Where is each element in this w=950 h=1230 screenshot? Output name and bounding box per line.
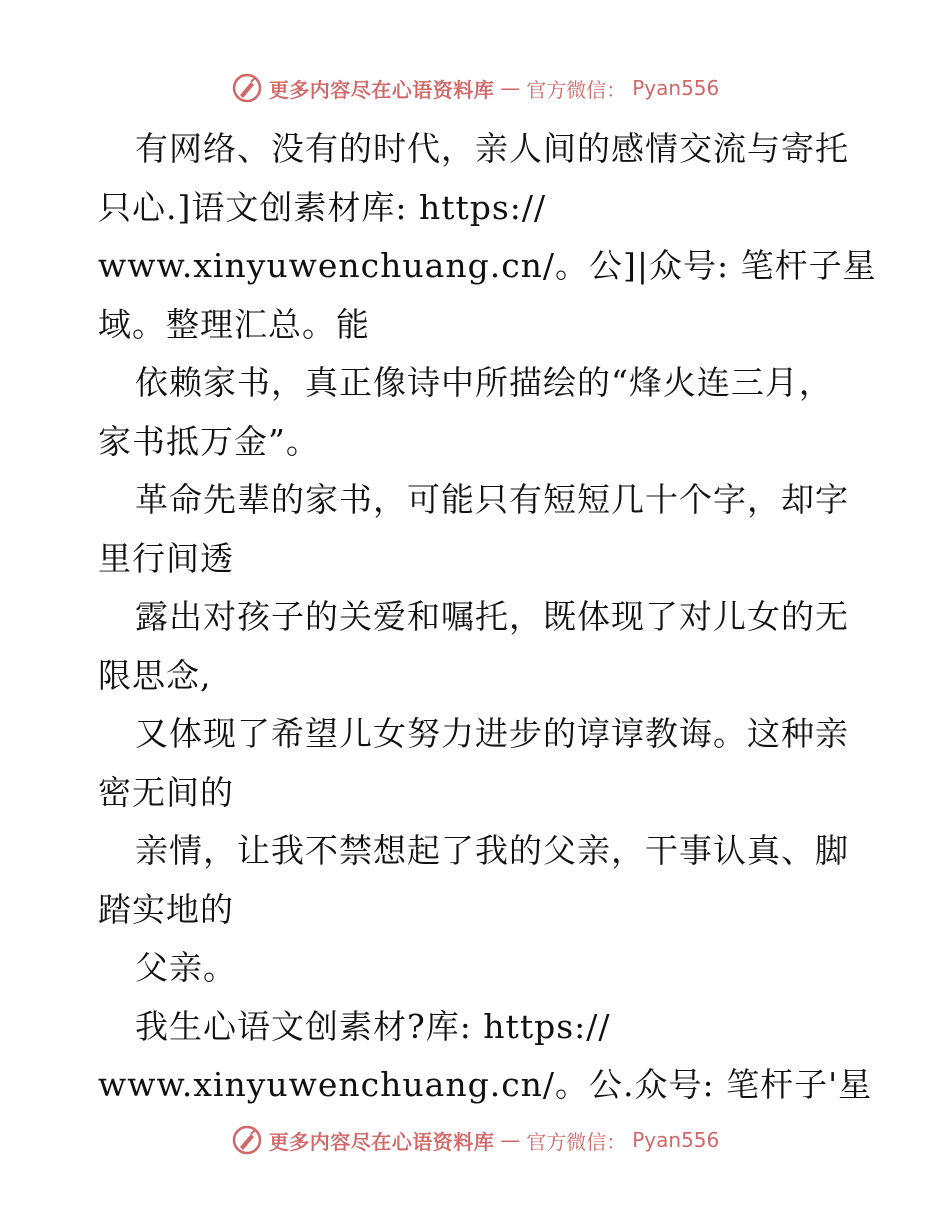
text-line: 里行间透 — [98, 538, 234, 578]
watermark-separator: — — [500, 1128, 521, 1152]
text-line: 依赖家书，真正像诗中所描绘的“烽火连三月， — [135, 363, 833, 402]
watermark-main-text: 更多内容尽在心语资料库 — [268, 1129, 495, 1154]
text-line: 父亲。 — [135, 948, 237, 987]
text-line: 域。整理汇总。能 — [98, 304, 370, 344]
watermark-suffix: 官方微信： — [526, 77, 627, 102]
text-line: 只心.]语文创素材库: https:// — [98, 187, 547, 227]
text-line: 露出对孩子的关爱和嘱托，既体现了对儿女的无 — [135, 597, 849, 636]
header-watermark — [0, 68, 950, 108]
text-line: 革命先辈的家书，可能只有短短几十个字，却字 — [135, 480, 849, 519]
watermark-main-text: 更多内容尽在心语资料库 — [268, 77, 495, 102]
watermark-suffix: 官方微信： — [526, 1129, 627, 1154]
text-line: 密无间的 — [98, 772, 234, 812]
watermark-handle: Pyan556 — [632, 76, 720, 100]
text-line: 又体现了希望儿女努力进步的谆谆教诲。这种亲 — [135, 714, 849, 753]
watermark-separator: — — [500, 76, 521, 100]
text-line: 我生心语文创素材?库: https:// — [135, 1006, 611, 1046]
text-line: www.xinyuwenchuang.cn/。公.众号: 笔杆子'星 — [98, 1065, 873, 1104]
footer-watermark — [0, 1120, 950, 1160]
text-line: 亲情，让我不禁想起了我的父亲，干事认真、脚 — [135, 831, 849, 870]
pen-circle-icon — [231, 1124, 263, 1156]
text-line: 踏实地的 — [98, 889, 234, 929]
text-line: www.xinyuwenchuang.cn/。公]|众号: 笔杆子星 — [98, 246, 877, 285]
text-line: 有网络、没有的时代，亲人间的感情交流与寄托 — [135, 129, 849, 168]
text-line: 限思念, — [98, 655, 212, 695]
watermark-handle: Pyan556 — [632, 1128, 720, 1152]
pen-circle-icon — [231, 72, 263, 104]
text-line: 家书抵万金”。 — [98, 421, 320, 461]
document-body — [98, 120, 877, 1115]
